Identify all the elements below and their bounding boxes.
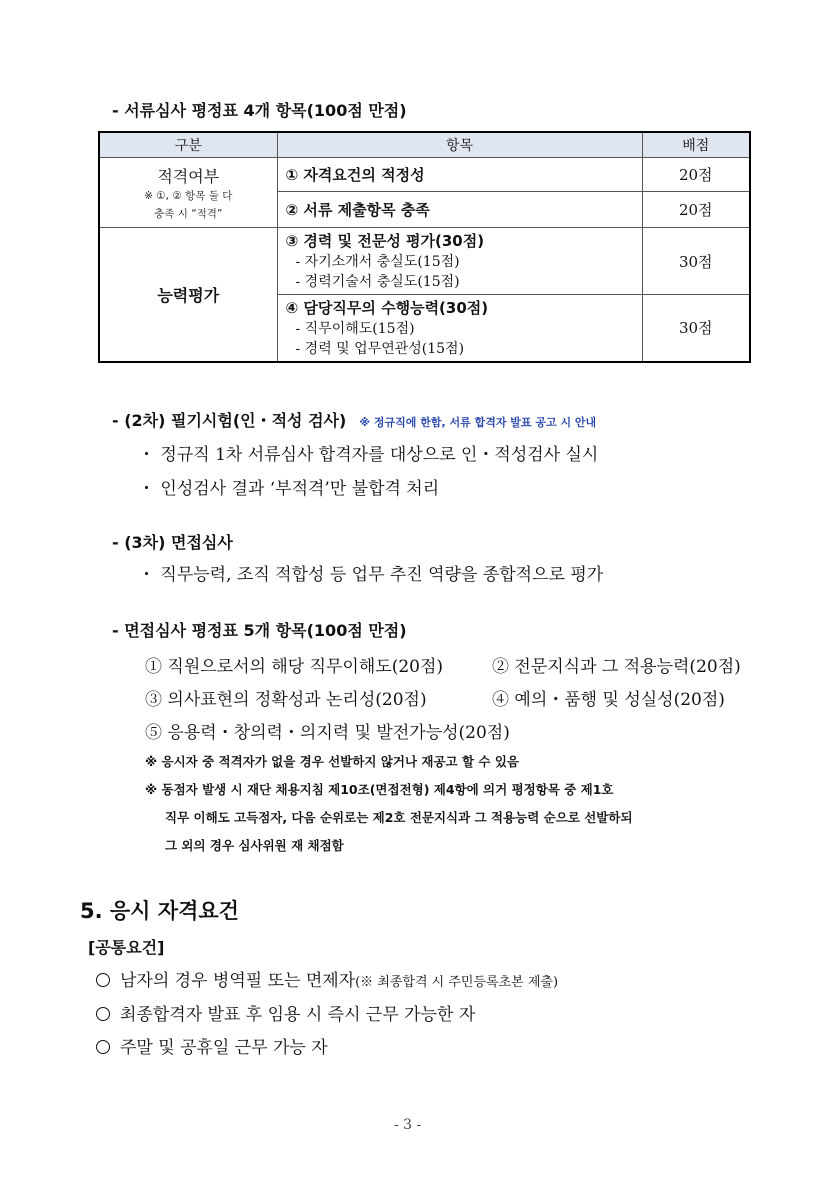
interview-heading: - (3차) 면접심사 [112, 533, 233, 552]
written-test-note: ※ 정규직에 한함, 서류 합격자 발표 공고 시 안내 [359, 416, 597, 429]
requirement-item [96, 1000, 475, 1025]
interview-scoring-heading: - 면접심사 평정표 5개 항목(100점 만점) [112, 621, 407, 640]
requirement-text: 남자의 경우 병역필 또는 면제자 [120, 971, 356, 991]
item-sub: - 직무이해도(15점) [295, 320, 415, 337]
table-row [99, 228, 750, 295]
table-row [99, 158, 750, 192]
score-cell: 20점 [642, 192, 750, 228]
reannounce-note: ※ 응시자 중 적격자가 없을 경우 선발하지 않거나 재공고 할 수 있음 [145, 754, 519, 769]
interview-item: ④ 예의・품행 및 성실성(20점) [492, 690, 725, 710]
eligibility-note-line2: 충족 시 “적격” [154, 208, 223, 220]
item-cell [277, 295, 642, 362]
eligibility-label: 적격여부 [157, 167, 220, 186]
score-cell: 30점 [642, 228, 750, 295]
score-cell: 30점 [642, 295, 750, 362]
tie-break-note-line1: ※ 동점자 발생 시 재단 채용지침 제10조(면접전형) 제4항에 의거 평정항목 중 제1호 [145, 782, 614, 797]
doc-screening-table [98, 131, 751, 363]
hollow-circle-icon [96, 973, 110, 987]
item-sub: - 경력 및 업무연관성(15점) [295, 340, 465, 357]
header-category: 구분 [99, 132, 277, 158]
table-header-row [99, 132, 750, 158]
requirement-item [96, 966, 558, 991]
requirement-text: 주말 및 공휴일 근무 가능 자 [120, 1038, 328, 1058]
requirement-text: 최종합격자 발표 후 임용 시 즉시 근무 가능한 자 [120, 1005, 476, 1025]
ability-label: 능력평가 [99, 228, 277, 362]
page-number: - 3 - [394, 1117, 422, 1133]
qualifications-title: 5. 응시 자격요건 [80, 899, 239, 923]
item-cell [277, 228, 642, 295]
written-test-bullet: ・ 정규직 1차 서류심사 합격자를 대상으로 인・적성검사 실시 [138, 445, 599, 465]
header-score: 배점 [642, 132, 750, 158]
item-cell: ② 서류 제출항목 충족 [277, 192, 642, 228]
common-requirements-subtitle: [공통요건] [88, 938, 165, 957]
interview-bullet: ・ 직무능력, 조직 적합성 등 업무 추진 역량을 종합적으로 평가 [138, 565, 604, 585]
interview-item: ⑤ 응용력・창의력・의지력 및 발전가능성(20점) [145, 723, 510, 743]
item-title: ③ 경력 및 전문성 평가(30점) [285, 232, 485, 250]
hollow-circle-icon [96, 1040, 110, 1054]
hollow-circle-icon [96, 1007, 110, 1021]
tie-break-note-line2: 직무 이해도 고득점자, 다음 순위로는 제2호 전문지식과 그 적용능력 순으로 선발하되 [165, 810, 633, 825]
interview-item: ③ 의사표현의 정확성과 논리성(20점) [145, 690, 427, 710]
item-cell: ① 자격요건의 적정성 [277, 158, 642, 192]
score-cell: 20점 [642, 158, 750, 192]
item-sub: - 자기소개서 충실도(15점) [295, 254, 460, 270]
interview-item: ① 직원으로서의 해당 직무이해도(20점) [145, 657, 444, 677]
written-test-bullet: ・ 인성검사 결과 ‘부적격’만 불합격 처리 [138, 479, 440, 499]
tie-break-note-line3: 그 외의 경우 심사위원 재 채점함 [165, 838, 344, 853]
doc-screening-heading: - 서류심사 평정표 4개 항목(100점 만점) [112, 101, 407, 120]
eligibility-note-line1: ※ ①, ② 항목 둘 다 [144, 190, 233, 202]
item-sub: - 경력기술서 충실도(15점) [295, 274, 460, 290]
interview-item: ② 전문지식과 그 적용능력(20점) [492, 657, 741, 677]
requirement-item [96, 1033, 328, 1058]
item-title: ④ 담당직무의 수행능력(30점) [285, 298, 489, 317]
written-test-heading-line [112, 408, 596, 431]
requirement-note: (※ 최종합격 시 주민등록초본 제출) [355, 975, 559, 990]
eligibility-cell [99, 158, 277, 228]
written-test-heading: - (2차) 필기시험(인・적성 검사) [112, 411, 347, 430]
header-item: 항목 [277, 132, 642, 158]
